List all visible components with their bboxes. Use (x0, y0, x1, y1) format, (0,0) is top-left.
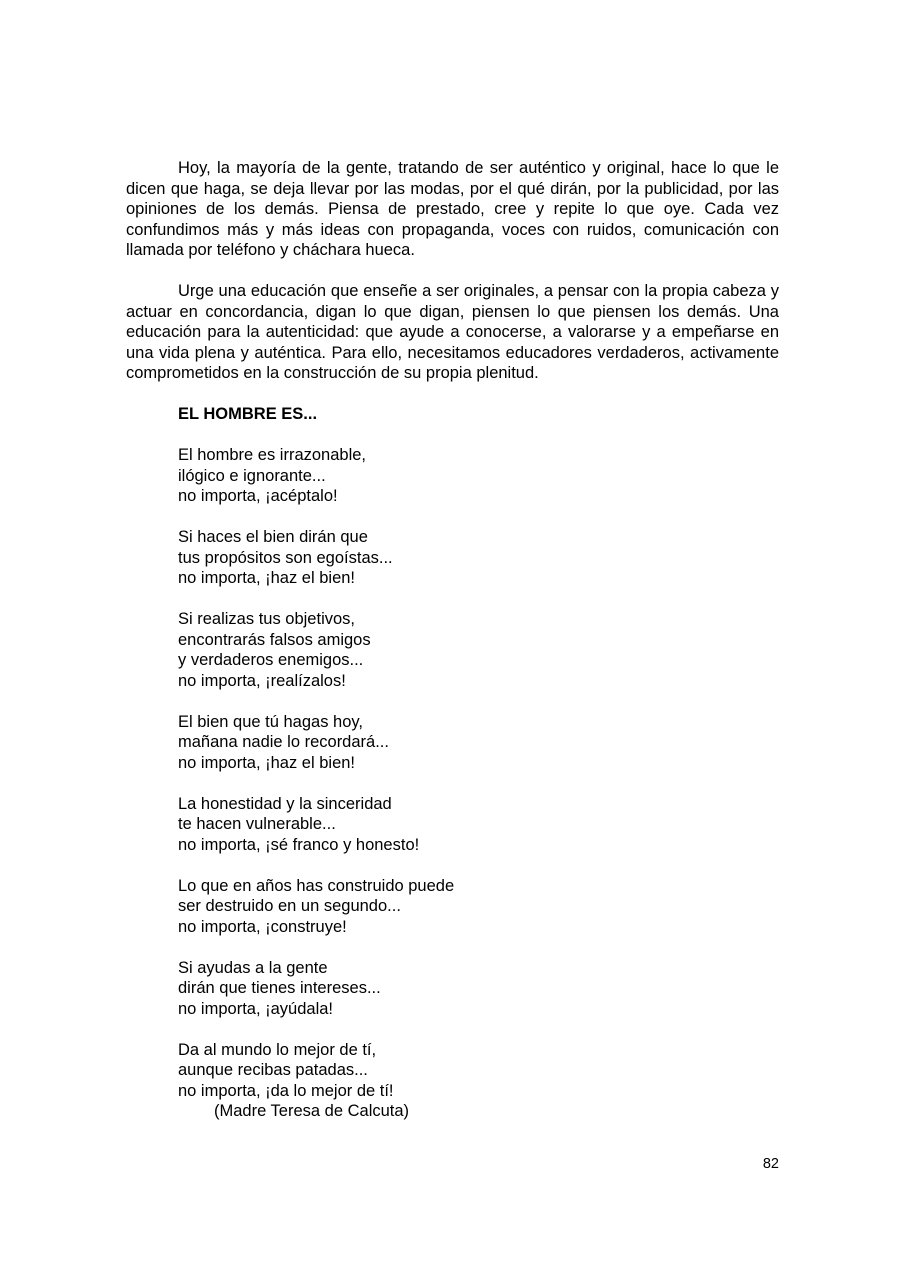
poem (126, 404, 779, 1122)
poem-line: Lo que en años has construido puede (178, 876, 455, 895)
poem-line: Da al mundo lo mejor de tí, (178, 1040, 377, 1059)
poem-line: El bien que tú hagas hoy, (178, 712, 363, 731)
poem-line: Si realizas tus objetivos, (178, 610, 355, 628)
poem-stanza (178, 609, 779, 691)
poem-line: Si haces el bien dirán que (178, 528, 368, 546)
poem-stanza (178, 527, 779, 589)
poem-line: mañana nadie lo recordará... (178, 733, 389, 751)
paragraph-intro: Hoy, la mayoría de la gente, tratando de ser auténtico y original, hace lo que le dicen que haga, se deja llevar por las modas, por el qué dirán, por la publicidad, por las opiniones de los demás. Piensa de prestado, cree y repite lo que oye. Cada vez confundimos más y más ideas con propaganda, voces con ruidos, comunicación con llamada por teléfono y cháchara hueca. (126, 159, 779, 259)
poem-stanza (178, 876, 779, 938)
poem-stanza (178, 958, 779, 1020)
poem-stanza (178, 712, 779, 774)
poem-line: no importa, ¡da lo mejor de tí! (178, 1081, 394, 1100)
poem-stanza (178, 794, 779, 856)
poem-stanza (178, 1040, 779, 1122)
poem-line: no importa, ¡haz el bien! (178, 569, 356, 587)
page-number: 82 (762, 1156, 779, 1172)
poem-line: aunque recibas patadas... (178, 1061, 368, 1079)
poem-line: no importa, ¡ayúdala! (178, 999, 334, 1018)
poem-line: no importa, ¡acéptalo! (178, 487, 338, 505)
poem-line: ser destruido en un segundo... (178, 897, 401, 915)
poem-line: dirán que tienes intereses... (178, 979, 381, 997)
poem-line: Si ayudas a la gente (178, 958, 328, 977)
poem-line: tus propósitos son egoístas... (178, 548, 393, 567)
poem-line: El hombre es irrazonable, (178, 446, 367, 464)
poem-attribution: (Madre Teresa de Calcuta) (214, 1102, 410, 1120)
poem-line: encontrarás falsos amigos (178, 630, 371, 649)
poem-line: no importa, ¡construye! (178, 917, 347, 936)
poem-line: no importa, ¡haz el bien! (178, 753, 356, 772)
poem-line: no importa, ¡realízalos! (178, 671, 346, 690)
page-content (126, 158, 779, 1122)
poem-line: no importa, ¡sé franco y honesto! (178, 835, 420, 854)
poem-line: y verdaderos enemigos... (178, 651, 364, 669)
poem-line: te hacen vulnerable... (178, 815, 336, 833)
poem-line: ilógico e ignorante... (178, 466, 326, 485)
poem-line: La honestidad y la sinceridad (178, 794, 392, 813)
poem-stanza (178, 445, 779, 507)
paragraph-education: Urge una educación que enseñe a ser originales, a pensar con la propia cabeza y actuar en concordancia, digan lo que digan, piensen lo que piensen los demás. Una educación para la autenticidad: que ayude a conocerse, a valorarse y a empeñarse en una vida plena y auténtica. Para ello, necesitamos educadores verdaderos, activamente comprometidos en la construcción de su propia plenitud. (126, 282, 779, 382)
poem-title: EL HOMBRE ES... (178, 405, 318, 423)
